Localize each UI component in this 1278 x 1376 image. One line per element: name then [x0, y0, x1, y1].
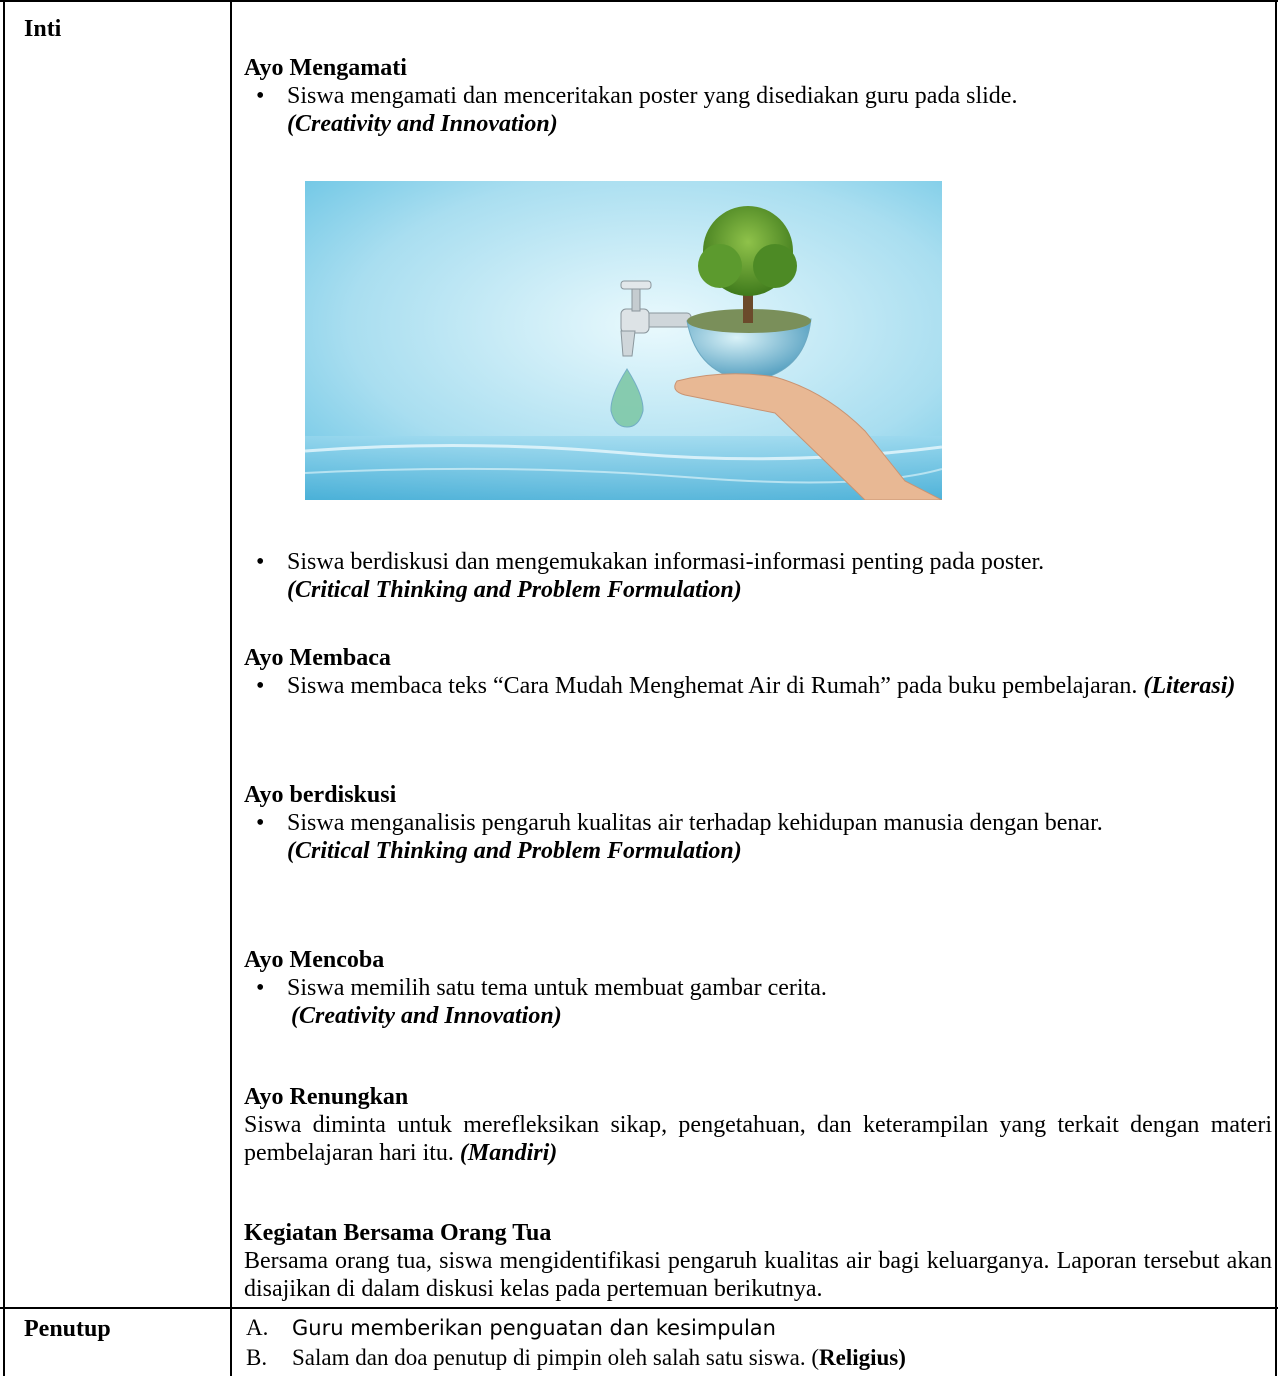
water-conservation-illustration: [305, 181, 942, 500]
section-heading: Ayo Renungkan: [244, 1084, 409, 1110]
section-renungkan: [244, 1083, 1272, 1167]
section-heading: Ayo Mencoba: [244, 947, 385, 973]
paragraph-text: Bersama orang tua, siswa mengidentifikasi pengaruh kualitas air bagi keluarganya. Laporan tersebut akan disajikan di dalam diskusi kelas pada pertemuan berikutnya.: [244, 1248, 1272, 1302]
column-divider: [230, 0, 232, 1376]
section-heading: Ayo berdiskusi: [244, 782, 397, 808]
section-paragraph: [244, 1111, 1272, 1167]
list-item: [246, 1343, 1274, 1373]
section-mencoba: [244, 946, 1272, 1030]
skill-tag: (Literasi): [1143, 673, 1236, 699]
list-item: [244, 672, 1272, 700]
row-divider: [0, 1307, 1278, 1309]
item-text: Siswa membaca teks “Cara Mudah Menghemat Air di Rumah” pada buku pembelajaran.: [287, 673, 1138, 699]
skill-tag: (Critical Thinking and Problem Formulation): [287, 838, 742, 864]
list-item: [244, 548, 1272, 604]
section-heading: Kegiatan Bersama Orang Tua: [244, 1220, 552, 1246]
closing-list: [246, 1313, 1274, 1373]
section-heading: Ayo Mengamati: [244, 55, 407, 81]
bullet-icon: •: [256, 673, 265, 699]
table-left-border: [3, 0, 5, 1376]
list-item: [244, 809, 1272, 865]
skill-tag: (Critical Thinking and Problem Formulation): [287, 577, 742, 603]
skill-tag: (Creativity and Innovation): [291, 1003, 562, 1029]
section-berdiskusi: [244, 781, 1272, 865]
list-marker: B.: [246, 1345, 268, 1370]
bullet-icon: •: [256, 549, 265, 575]
skill-tag: (Creativity and Innovation): [287, 111, 558, 137]
item-text: Siswa menganalisis pengaruh kualitas air terhadap kehidupan manusia dengan benar.: [287, 810, 1103, 836]
item-text: Siswa mengamati dan menceritakan poster yang disediakan guru pada slide.: [287, 83, 1018, 109]
item-text: Siswa berdiskusi dan mengemukakan informasi-informasi penting pada poster.: [287, 549, 1045, 575]
item-text: Salam dan doa penutup di pimpin oleh salah satu siswa. (: [292, 1345, 819, 1370]
list-item: [244, 974, 1272, 1030]
section-mengamati-cont: [244, 548, 1272, 604]
bullet-icon: •: [256, 975, 265, 1001]
section-mengamati: [244, 54, 1272, 138]
poster-image: [305, 181, 942, 500]
list-marker: A.: [246, 1315, 269, 1340]
list-item: [244, 82, 1272, 138]
section-heading: Ayo Membaca: [244, 645, 391, 671]
section-orang-tua: [244, 1219, 1272, 1303]
section-membaca: [244, 644, 1272, 700]
item-text: Siswa memilih satu tema untuk membuat gambar cerita.: [287, 975, 827, 1001]
item-text: Guru memberikan penguatan dan kesimpulan: [292, 1316, 776, 1340]
closing-paren: ): [898, 1345, 906, 1370]
table-top-border: [0, 0, 1278, 2]
list-item: [246, 1313, 1274, 1343]
bullet-icon: •: [256, 810, 265, 836]
bullet-icon: •: [256, 83, 265, 109]
paragraph-text: Siswa diminta untuk merefleksikan sikap, pengetahuan, dan keterampilan yang terkait dengan materi pembelajaran hari itu.: [244, 1112, 1272, 1166]
row-label-inti: Inti: [24, 16, 62, 42]
skill-tag: (Mandiri): [459, 1140, 558, 1166]
table-right-border: [1275, 0, 1277, 1376]
row-label-penutup: Penutup: [24, 1316, 111, 1342]
value-tag: Religius: [819, 1345, 899, 1370]
